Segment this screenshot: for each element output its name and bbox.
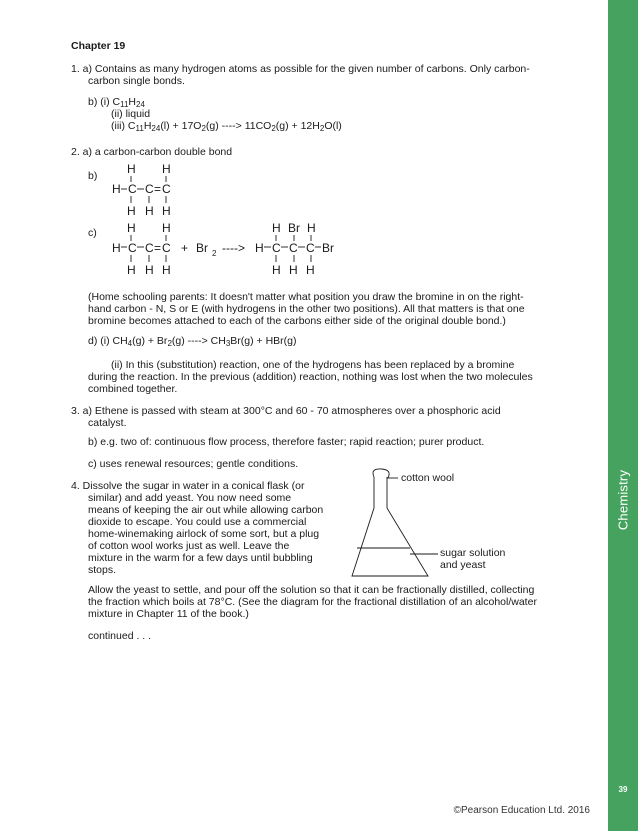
label-sugar-solution: sugar solution <box>440 547 506 559</box>
q4-line1: 4. Dissolve the sugar in water in a conical flask (or <box>71 480 305 492</box>
q2-c-label: c) <box>88 227 97 239</box>
atom-h: H <box>272 263 281 277</box>
q4-line2: similar) and add yeast. You now need some <box>88 492 292 504</box>
chapter-sidebar <box>608 0 638 831</box>
q2-a: 2. a) a carbon-carbon double bond <box>71 146 233 158</box>
atom-c: C <box>162 182 171 196</box>
q2-d-ii-line3: combined together. <box>88 383 178 395</box>
label-cotton-wool: cotton wool <box>401 472 455 484</box>
q2-note-line2: hand carbon - N, S or E (with hydrogens in the other two positions). All that matters is that one <box>88 303 525 315</box>
q4-line5: home-winemaking airlock of some sort, but a plug <box>88 528 320 540</box>
chapter-title: Chapter 19 <box>71 40 126 52</box>
continued: continued . . . <box>88 630 152 642</box>
atom-h: H <box>289 263 298 277</box>
flask-outline <box>352 477 428 576</box>
q4-para-line3: mixture in Chapter 11 of the book.) <box>88 608 249 620</box>
q1-b-i: b) (i) $C_{11}H_{24}$ <box>88 96 145 109</box>
subscript-2: 2 <box>212 249 217 258</box>
atom-c: C <box>162 241 171 255</box>
atom-h: H <box>145 263 154 277</box>
q1-b-iii: (iii) $C_{11}H_{24}(l) + 17O_2(g)$ ----> $11CO_2(g) + 12H_2O(l)$ <box>111 120 342 133</box>
structural-formulae <box>0 0 608 290</box>
atom-h: H <box>127 162 136 176</box>
reaction-arrow: ----> <box>222 241 245 255</box>
q2-d-ii-line2: during the reaction. In the previous (addition) reaction, nothing was lost when the two molecules <box>88 371 533 383</box>
copyright: ©Pearson Education Ltd. 2016 <box>453 805 590 816</box>
q2-note-line1: (Home schooling parents: It doesn't matter what position you draw the bromine in on the right- <box>88 291 524 303</box>
atom-h: H <box>306 263 315 277</box>
q1-a-line1: 1. a) Contains as many hydrogen atoms as possible for the given number of carbons. Only carbon- <box>71 63 530 75</box>
atom-h: H <box>112 241 121 255</box>
bromine: Br <box>196 241 208 255</box>
q3-a-line1: 3. a) Ethene is passed with steam at 300°C and 60 - 70 atmospheres over a phosphoric acid <box>71 405 501 417</box>
atom-h: H <box>162 162 171 176</box>
atom-br: Br <box>288 221 300 235</box>
atom-c: C <box>289 241 298 255</box>
atom-br: Br <box>322 241 334 255</box>
atom-c: C <box>128 182 137 196</box>
atom-c: C <box>145 241 154 255</box>
q2-b-label: b) <box>88 170 98 182</box>
atom-h: H <box>255 241 264 255</box>
q1-b-ii: (ii) liquid <box>111 108 151 120</box>
q3-a-line2: catalyst. <box>88 417 127 429</box>
q2-d-i: d) (i) $CH_4(g) + Br_2(g)$ ----> $CH_3Br(g) + HBr(g)$ <box>88 335 297 348</box>
atom-h: H <box>162 221 171 235</box>
cotton-wool-plug <box>373 469 389 478</box>
q3-b: b) e.g. two of: continuous flow process, therefore faster; rapid reaction; purer product. <box>88 436 485 448</box>
atom-h: H <box>307 221 316 235</box>
atom-h: H <box>272 221 281 235</box>
atom-h: H <box>127 204 136 218</box>
q4-line3: means of keeping the air out while allowing carbon <box>88 504 324 516</box>
atom-h: H <box>112 182 121 196</box>
atom-c: C <box>306 241 315 255</box>
atom-c: C <box>145 182 154 196</box>
atom-c: C <box>272 241 281 255</box>
q2-d-ii-line1: (ii) In this (substitution) reaction, one of the hydrogens has been replaced by a bromine <box>111 359 515 371</box>
page-number: 39 <box>618 785 628 794</box>
atom-h: H <box>145 204 154 218</box>
q4-para-line2: the fraction which boils at 78°C. (See the diagram for the fractional distillation of an alcohol/water <box>88 596 537 608</box>
q4-line8: stops. <box>88 564 117 576</box>
double-bond: = <box>154 241 162 255</box>
atom-c: C <box>128 241 137 255</box>
sidebar-label: Chemistry <box>615 469 631 531</box>
q4-para-line1: Allow the yeast to settle, and pour off the solution so that it can be fractionally distilled, collecting <box>88 584 535 596</box>
atom-h: H <box>162 263 171 277</box>
q4-line4: dioxide to escape. You could use a commercial <box>88 516 307 528</box>
plus-sign: + <box>181 241 189 255</box>
atom-h: H <box>127 263 136 277</box>
label-and-yeast: and yeast <box>440 559 486 571</box>
q3-c: c) uses renewal resources; gentle conditions. <box>88 458 299 470</box>
atom-h: H <box>127 221 136 235</box>
atom-h: H <box>162 204 171 218</box>
q4-line6: of cotton wool works just as well. Leave the <box>88 540 290 552</box>
q1-a-line2: carbon single bonds. <box>88 75 185 87</box>
double-bond: = <box>154 182 162 196</box>
q2-note-line3: bromine becomes attached to each of the carbons either side of the original double bond.) <box>88 315 506 327</box>
q4-line7: mixture in the warm for a few days until bubbling <box>88 552 313 564</box>
